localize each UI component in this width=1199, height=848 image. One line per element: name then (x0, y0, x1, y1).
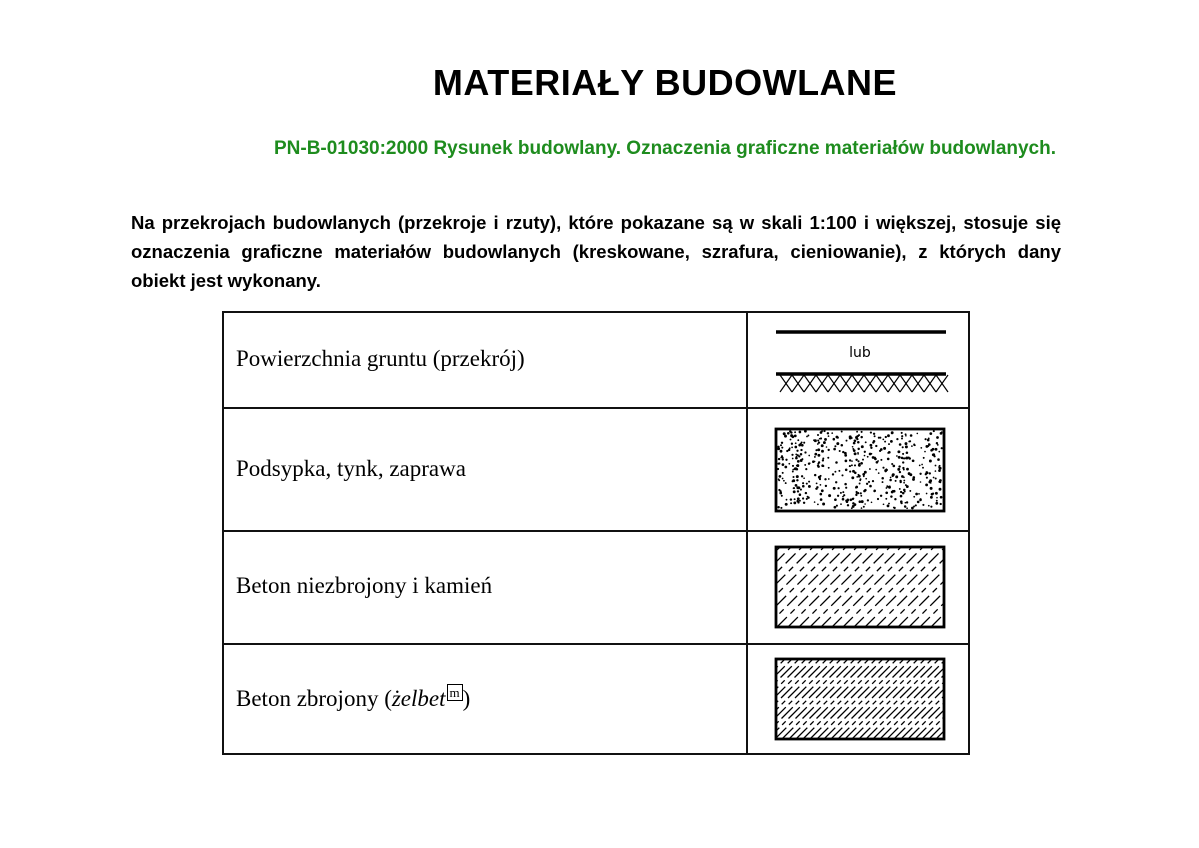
intro-paragraph: Na przekrojach budowlanych (przekroje i rzuty), które pokazane są w skali 1:100 i większej, stosuje się oznaczenia graficzne materiałów budowlanych (kreskowane, szrafura, cieniowanie), z których dany obiekt jest wykonany. (131, 212, 1061, 291)
reinforced-concrete-symbol (750, 645, 968, 755)
table-row (224, 645, 968, 755)
standard-reference: PN-B-01030:2000 Rysunek budowlany. Oznaczenia graficzne materiałów budowlanych. (273, 138, 1057, 159)
sparse-hatch-graphic (750, 532, 970, 643)
material-label: Powierzchnia gruntu (przekrój) (236, 346, 525, 371)
material-label: Beton zbrojony (żelbet $^m$ ) (236, 685, 471, 711)
table-row (224, 532, 968, 645)
dense-hatch-graphic (750, 645, 970, 753)
footnote-mark: m (447, 684, 463, 701)
page-title: MATERIAŁY BUDOWLANE (432, 62, 898, 103)
table-row (224, 409, 968, 532)
materials-table (222, 311, 970, 755)
symbol-alternative-text: lub (849, 345, 871, 361)
material-label: Podsypka, tynk, zaprawa (236, 456, 466, 481)
plain-concrete-symbol (750, 532, 968, 643)
dotted-fill-symbol (750, 409, 968, 530)
dotted-fill-graphic (750, 409, 970, 530)
material-label: Beton niezbrojony i kamień (236, 573, 493, 598)
ground-surface-symbol (750, 313, 968, 407)
table-row (224, 313, 968, 409)
